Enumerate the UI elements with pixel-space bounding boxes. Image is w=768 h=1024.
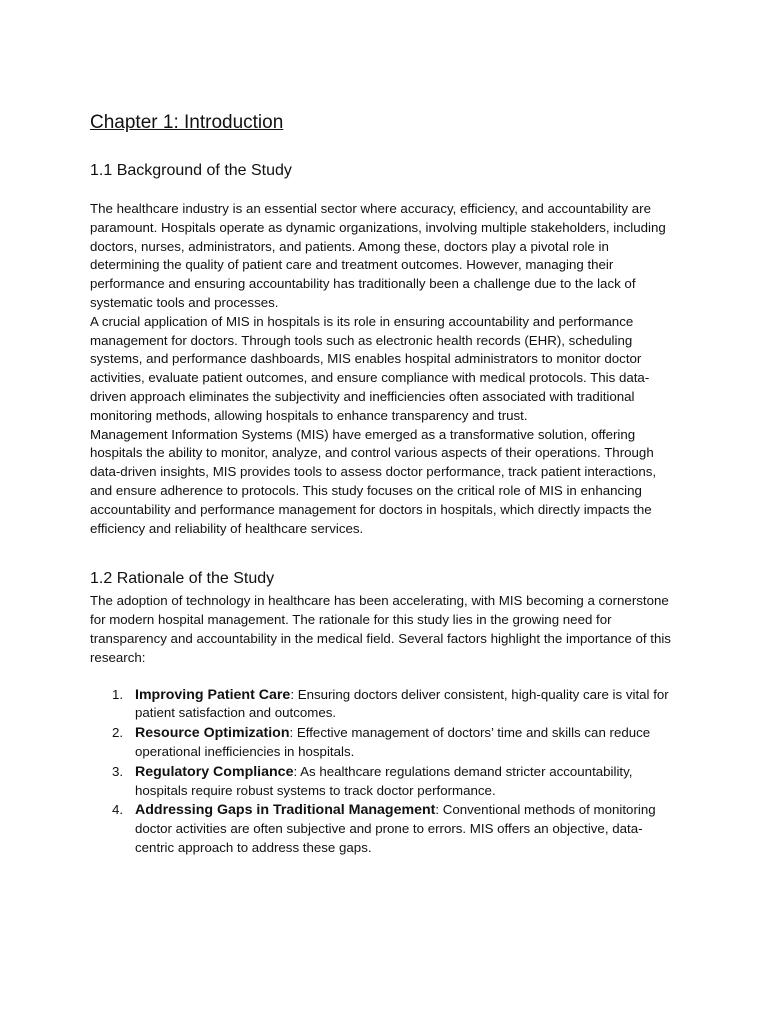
rationale-list bbox=[90, 686, 680, 858]
list-item bbox=[90, 801, 680, 857]
background-paragraph: A crucial application of MIS in hospitals is its role in ensuring accountability and performance management for doctors. Through tools such as electronic health records (EHR), scheduling systems, and performance dashboards, MIS enables hospital administrators to monitor doctor activities, evaluate patient outcomes, and ensure compliance with medical protocols. This data-driven approach eliminates the subjectivity and inefficiencies often associated with traditional monitoring methods, allowing hospitals to enhance transparency and trust. bbox=[90, 313, 650, 423]
list-item bbox=[90, 686, 680, 724]
list-item-text: : Ensuring doctors deliver consistent, high-quality care is vital for patient satisfaction and outcomes. bbox=[135, 686, 669, 721]
section-title-rationale: 1.2 Rationale of the Study bbox=[90, 570, 275, 588]
chapter-title: Chapter 1: Introduction bbox=[90, 112, 284, 133]
list-item-term: Addressing Gaps in Traditional Management bbox=[135, 802, 436, 819]
document-page bbox=[90, 110, 680, 859]
list-item bbox=[90, 724, 680, 762]
list-item-text: : Effective management of doctors’ time and skills can reduce operational inefficiencies in hospitals. bbox=[135, 725, 651, 759]
list-item-number: 4. bbox=[112, 802, 124, 818]
list-item-number: 2. bbox=[112, 725, 124, 741]
background-paragraph: Management Information Systems (MIS) have emerged as a transformative solution, offering hospitals the ability to monitor, analyze, and control various aspects of their operations. Through data-driven insights, MIS provides tools to assess doctor performance, track patient interactions, and ensure adherence to protocols. This study focuses on the critical role of MIS in enhancing accountability and performance management for doctors in hospitals, which directly impacts the efficiency and reliability of healthcare services. bbox=[90, 426, 657, 536]
list-item-term: Improving Patient Care bbox=[135, 686, 291, 703]
rationale-intro-paragraph: The adoption of technology in healthcare has been accelerating, with MIS becoming a cornerstone for modern hospital management. The rationale for this study lies in the growing need for transparency and accountability in the medical field. Several factors highlight the importance of this research: bbox=[90, 593, 671, 665]
list-item-text: : As healthcare regulations demand stricter accountability, hospitals require robust systems to track doctor performance. bbox=[135, 763, 633, 798]
list-item-term: Resource Optimization bbox=[135, 725, 290, 742]
list-item-text: : Conventional methods of monitoring doctor activities are often subjective and prone to errors. MIS offers an objective, data-centric approach to address these gaps. bbox=[135, 802, 656, 855]
list-item-number: 3. bbox=[112, 763, 124, 779]
background-paragraph: The healthcare industry is an essential sector where accuracy, efficiency, and accountability are paramount. Hospitals operate as dynamic organizations, involving multiple stakeholders, including doctors, nurses, administrators, and patients. Among these, doctors play a pivotal role in determining the quality of patient care and treatment outcomes. However, managing their performance and ensuring accountability has traditionally been a challenge due to the lack of systematic tools and processes. bbox=[90, 201, 666, 310]
list-item bbox=[90, 763, 680, 801]
list-item-term: Regulatory Compliance bbox=[135, 763, 294, 780]
section-title-background: 1.1 Background of the Study bbox=[90, 162, 292, 179]
list-item-number: 1. bbox=[112, 686, 124, 702]
